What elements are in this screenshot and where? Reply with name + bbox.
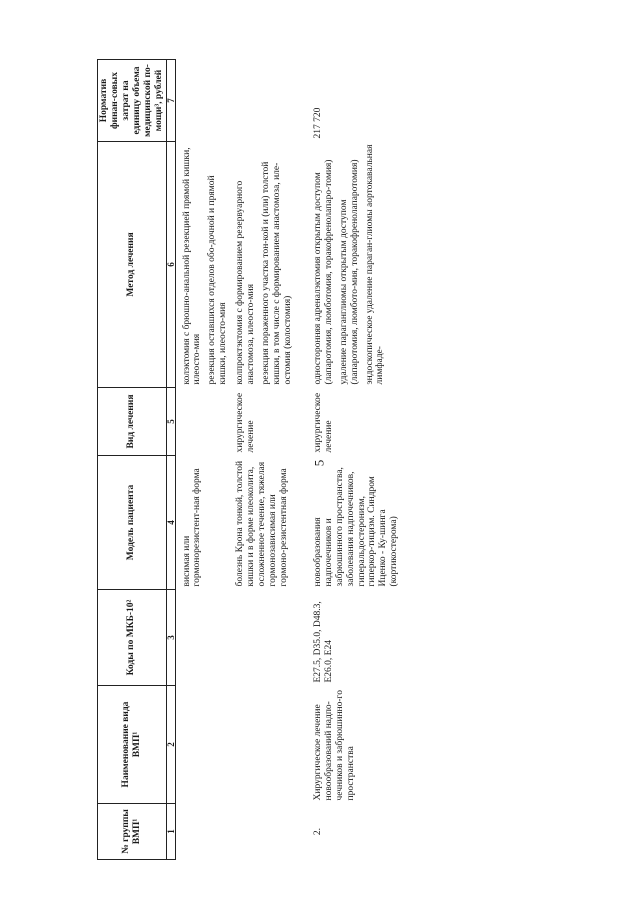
- method-item: колэктомия с брюшно-анальной резекцией прямой кишки, илеосто-мия: [181, 147, 203, 385]
- header-treatment-type: Вид лечения: [98, 388, 167, 456]
- table-row: [175, 60, 234, 860]
- cell-group: [234, 804, 299, 860]
- page-number: 5: [311, 459, 327, 467]
- cell-treatment-method: [299, 142, 401, 388]
- header-treatment-method: Метод лечения: [98, 142, 167, 388]
- column-number: 4: [166, 456, 175, 590]
- header-icd-codes: Коды по МКБ-10²: [98, 590, 167, 686]
- cell-vmp-name: [234, 686, 299, 804]
- table-row: [234, 60, 299, 860]
- cell-treatment-type: хирургическое лечение: [312, 392, 334, 453]
- method-item: удаление параганглиомы открытым доступом (лапаротомия, люмбото-мия, торакофренолапаротомия): [338, 159, 360, 385]
- cell-patient-model: болезнь Крона тонкой, толстой кишки и в форме илеоколита, осложненное течение, тяжелая гормонозависимая или гормоно-резистентная форма: [235, 460, 289, 587]
- cell-vmp-name: [175, 686, 234, 804]
- cell-cost: 217 720: [312, 107, 323, 139]
- cell-group: 2.: [312, 827, 323, 836]
- table-row: [299, 60, 401, 860]
- cell-icd-codes: E27.5, D35.0, D48.3, E26.0, E24: [312, 601, 334, 683]
- header-vmp-name: Наименование вида ВМП¹: [98, 686, 167, 804]
- cell-treatment-type: [175, 388, 234, 456]
- cell-icd-codes: [234, 590, 299, 686]
- method-item: резекция пораженного участка тон-кой и (или) толстой кишки, в том числе с формированием анастомоза, иле-остомия (колостомия): [261, 161, 293, 385]
- cell-vmp-name: Хирургическое лечение новообразований надпо-чечников и забрюшинно-го пространства: [312, 690, 356, 801]
- cell-treatment-type: хирургическое лечение: [235, 392, 257, 453]
- header-cost-norm: Норматив финан-совых затрат на единицу объема медицинской по-мощи³, рублей: [98, 60, 167, 142]
- column-number-row: [166, 60, 175, 860]
- header-row: [98, 60, 167, 860]
- cell-patient-model: новообразования надпочечников и забрюшинного пространства, заболевания надпочечников, гиперальдостеронизм, гиперкор-тицизм. Синдром Иценко - Ку-шинга (кортикостерома): [312, 467, 400, 587]
- header-group-number: № группы ВМП¹: [98, 804, 167, 860]
- column-number: 3: [166, 590, 175, 686]
- column-number: 2: [166, 686, 175, 804]
- cell-icd-codes: [175, 590, 234, 686]
- method-item: односторонняя адреналэктомия открытым доступом (лапаротомия, люмботомия, торакофренолапаро-томия): [312, 159, 334, 385]
- header-patient-model: Модель пациента: [98, 456, 167, 590]
- method-item: колпроктэктомия с формированием резервуарного анастомоза, илеосто-мия: [235, 180, 257, 385]
- method-item: резекция оставшихся отделов обо-дочной и прямой кишки, илеосто-мия: [207, 175, 229, 385]
- cell-group: [175, 804, 234, 860]
- vmp-table: [97, 59, 401, 860]
- cell-cost: [175, 60, 234, 142]
- column-number: 1: [166, 804, 175, 860]
- rotated-table-container: [97, 60, 597, 860]
- column-number: 7: [166, 60, 175, 142]
- cell-treatment-method: [175, 142, 234, 388]
- cell-treatment-method: [234, 142, 299, 388]
- column-number: 6: [166, 142, 175, 388]
- cell-patient-model: висимая или гормонорезистент-ная форма: [181, 468, 203, 587]
- column-number: 5: [166, 388, 175, 456]
- method-item: эндоскопическое удаление параган-глиомы аортокавальная лимфаде-: [364, 144, 386, 385]
- cell-cost: [234, 60, 299, 142]
